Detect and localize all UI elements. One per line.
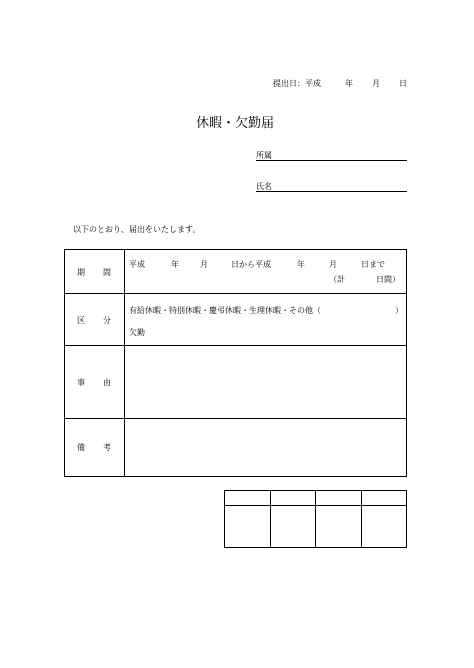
department-field[interactable]	[256, 160, 407, 161]
category-options-close: ）	[395, 306, 403, 315]
period-year-2: 年	[297, 260, 305, 269]
name-label: 氏名	[256, 182, 272, 191]
remarks-label-left: 備	[77, 443, 85, 452]
period-month-1: 月	[200, 260, 208, 269]
category-label-left: 区	[77, 316, 85, 325]
reason-field[interactable]	[125, 346, 406, 418]
intro-text: 以下のとおり、届出をいたします。	[73, 225, 201, 234]
stamp-box-2[interactable]	[271, 506, 315, 547]
remarks-field[interactable]	[125, 419, 406, 476]
row-divider-1	[64, 293, 407, 294]
period-total-open: （計	[329, 275, 345, 284]
period-label-left: 期	[77, 268, 85, 277]
period-days-close: 日間）	[376, 275, 400, 284]
period-era-start: 平成	[129, 260, 145, 269]
period-year-1: 年	[171, 260, 179, 269]
submission-year-unit: 年	[345, 79, 353, 88]
stamp-box-4[interactable]	[362, 506, 406, 547]
remarks-label-right: 考	[103, 443, 111, 452]
submission-day-unit: 日	[399, 79, 407, 88]
stamp-box-1[interactable]	[225, 506, 270, 547]
submission-date-label: 提出日：平成	[273, 79, 321, 88]
category-absence[interactable]: 欠勤	[129, 328, 145, 337]
submission-month-unit: 月	[372, 79, 380, 88]
period-label-right: 間	[103, 268, 111, 277]
period-from: 日から平成	[231, 260, 271, 269]
document-title: 休暇・欠勤届	[196, 116, 275, 131]
name-field[interactable]	[256, 191, 407, 192]
submission-date	[273, 78, 321, 89]
period-month-2: 月	[329, 260, 337, 269]
reason-label-left: 事	[77, 378, 85, 387]
category-label-right: 分	[103, 316, 111, 325]
period-until: 日まで	[361, 260, 385, 269]
reason-label-right: 由	[103, 378, 111, 387]
department-label: 所属	[256, 151, 272, 160]
stamp-box-3[interactable]	[316, 506, 361, 547]
category-options[interactable]: 有給休暇・特別休暇・慶弔休暇・生理休暇・その他（	[129, 306, 321, 315]
